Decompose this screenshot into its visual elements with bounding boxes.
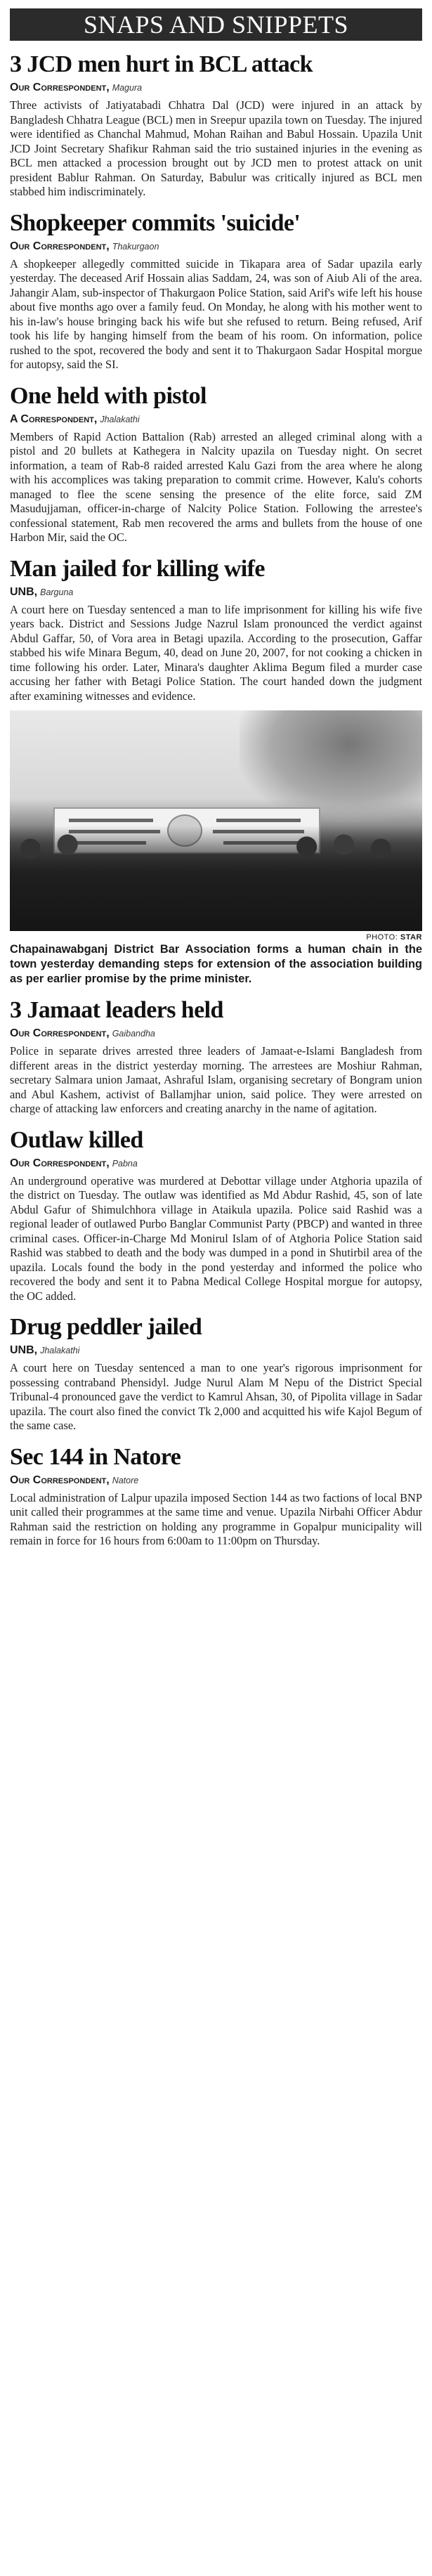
byline	[10, 1156, 422, 1171]
article-outlaw-killed	[10, 1126, 422, 1304]
headline: 3 Jamaat leaders held	[10, 997, 223, 1023]
photo-credit	[10, 933, 422, 942]
byline	[10, 239, 422, 254]
byline-author: Our Correspondent,	[10, 82, 110, 93]
headline: Drug peddler jailed	[10, 1314, 202, 1340]
headline: 3 JCD men hurt in BCL attack	[10, 51, 313, 77]
byline-author: UNB,	[10, 585, 38, 598]
article-one-held-pistol	[10, 382, 422, 545]
section-banner: SNAPS AND SNIPPETS	[10, 8, 422, 41]
headline: Man jailed for killing wife	[10, 555, 265, 582]
article-man-jailed	[10, 555, 422, 704]
headline: Shopkeeper commits 'suicide'	[10, 209, 301, 236]
byline-place: Natore	[112, 1475, 139, 1485]
byline-author: Our Correspondent,	[10, 1157, 110, 1169]
photo-credit-label: PHOTO:	[366, 933, 398, 942]
article-jcd-attack	[10, 51, 422, 200]
article-body: A shopkeeper allegedly committed suicide in Tikapara area of Sadar upazila early yesterday. The deceased Arif Hossain alias Saddam, 24, was son of Aiub Ali of the area. Jahangir Alam, sub-inspector of Thakurgaon Police Station, said Arif's wife left his house about five months ago over a family feud. On Monday, he along with his mother went to his in-law's house bringing back his wife but she refused to return. Being refused, Arif took his life by hanging himself from the beam of his room. On information, police rushed to the spot, recovered the body and sent it to Thakurgaon Sadar Hospital morgue for autopsy, said the SI.	[10, 256, 422, 371]
article-body: A court here on Tuesday sentenced a man to life imprisonment for killing his wife five years back. District and Sessions Judge Nazrul Islam pronounced the verdict against Abdul Gaffar, 50, of Vora area in Betagi upazila. According to the prosecution, Gaffar stabbed his wife Minara Begum, 40, dead on June 20, 2007, for not cooking a chicken in time following his order. Later, Minara's daughter Aklima Begum filed a murder case accusing her father with Betagi Police Station. The court handed down the judgment after examining witnesses and evidence.	[10, 602, 422, 703]
human-chain-photo	[10, 710, 422, 931]
article-body: Local administration of Lalpur upazila imposed Section 144 as two factions of local BNP unit called their programmes at the same time and venue. Upazila Nirbahi Officer Abdur Rahman said the restriction on holding any programme in Gopalpur municipality will remain in force for 16 hours from 6:00am to 11:00pm on Thursday.	[10, 1490, 422, 1547]
article-sec-144-natore	[10, 1443, 422, 1549]
headline: Outlaw killed	[10, 1126, 143, 1153]
photo-people	[10, 826, 422, 931]
headline: One held with pistol	[10, 382, 207, 409]
byline-author: A Correspondent,	[10, 412, 98, 425]
article-drug-peddler-jailed	[10, 1313, 422, 1433]
byline-author: Our Correspondent,	[10, 240, 110, 252]
article-body: Police in separate drives arrested three leaders of Jamaat-e-Islami Bangladesh from different areas in the district yesterday morning. The arrestees are Moshiur Rahman, secretary Salmara union Jamaat, Ashraful Islam, organising secretary of Bongram union and Abul Kashem, activist of Ballamjhar union, said police. They were arrested on charge of attacking law enforcers and creating anarchy in the name of agitation.	[10, 1044, 422, 1115]
byline-author: UNB,	[10, 1344, 38, 1356]
article-jamaat-leaders-held	[10, 996, 422, 1117]
byline	[10, 585, 422, 599]
article-body: An underground operative was murdered at Debottar village under Atghoria upazila of the district on Tuesday. The outlaw was identified as Md Abdur Rashid, 45, son of late Abdul Gafur of Shimulchhora village in Ataikula upazila. Police said Rashid was a regional leader of outlawed Purbo Banglar Communist Party (PBCP) and wanted in three criminal cases. Officer-in-Charge Md Monirul Islam of of Atghoria Police Station said Rashid was stabbed to death and the body was dumped in a pond in Shutirbil area of the upazila. Locals found the body in the pond yesterday and informed the police who recovered the body and sent it to Pabna Medical College Hospital morgue for autopsy, the OC added.	[10, 1173, 422, 1303]
byline-place: Magura	[112, 83, 143, 93]
byline	[10, 412, 422, 427]
article-body: Three activists of Jatiyatabadi Chhatra Dal (JCD) were injured in an attack by Bangladesh Chhatra League (BCL) men in Sreepur upazila town on Tuesday. The injured were identified as Chanchal Mahmud, Mohan Raihan and Babul Hossain. Upazila Unit JCD Joint Secretary Shafikur Rahman said the trio sustained injuries in the evening as BCL men attacked a procession brought out by JCD men to protest attack on unit president Bablur Rahman. On Saturday, Babulur was critically injured as BCL men stabbed him indiscriminately.	[10, 98, 422, 198]
photo-caption: Chapainawabganj District Bar Association forms a human chain in the town yesterday demanding steps for extension of the association building as per earlier promise by the prime minister.	[10, 943, 422, 985]
byline-place: Jhalakathi	[40, 1346, 80, 1355]
article-shopkeeper-suicide	[10, 209, 422, 372]
byline-place: Pabna	[112, 1158, 138, 1169]
byline-place: Thakurgaon	[112, 241, 159, 252]
byline	[10, 1343, 422, 1358]
byline	[10, 1026, 422, 1041]
headline: Sec 144 in Natore	[10, 1443, 181, 1470]
article-body: Members of Rapid Action Battalion (Rab) arrested an alleged criminal along with a pistol and 20 bullets at Kathegera in Nalcity upazila on Tuesday night. On secret information, a team of Rab-8 raided arrested Kalu Gazi from the area where he along with his accomplices was taking preparation to commit crime. However, Kalu's cohorts managed to flee the scene sensing the presence of the elite force, said ZM Masudujjaman, officer-in-charge of Nalcity Police Station. Following the arrestee's confessional statement, Rab men recovered the arms and bullets from the house of one Harbon Mir, said the OC.	[10, 429, 422, 544]
article-body: A court here on Tuesday sentenced a man to one year's rigorous imprisonment for possessing contraband Phensidyl. Judge Nurul Alam M Nepu of the District Special Tribunal-4 pronounced gave the verdict to Kamrul Ahsan, 30, of Pipolita village in Sadar upazila. The court also fined the convict Tk 2,000 and acquitted his wife Kajol Begum of the same case.	[10, 1361, 422, 1432]
photo-trees	[240, 710, 422, 823]
byline	[10, 1473, 422, 1488]
byline-place: Gaibandha	[112, 1029, 155, 1039]
byline-author: Our Correspondent,	[10, 1474, 110, 1486]
byline-place: Jhalakathi	[100, 414, 140, 424]
byline-place: Barguna	[40, 587, 74, 597]
photo-credit-source: STAR	[400, 933, 422, 942]
byline	[10, 80, 422, 95]
byline-author: Our Correspondent,	[10, 1027, 110, 1039]
